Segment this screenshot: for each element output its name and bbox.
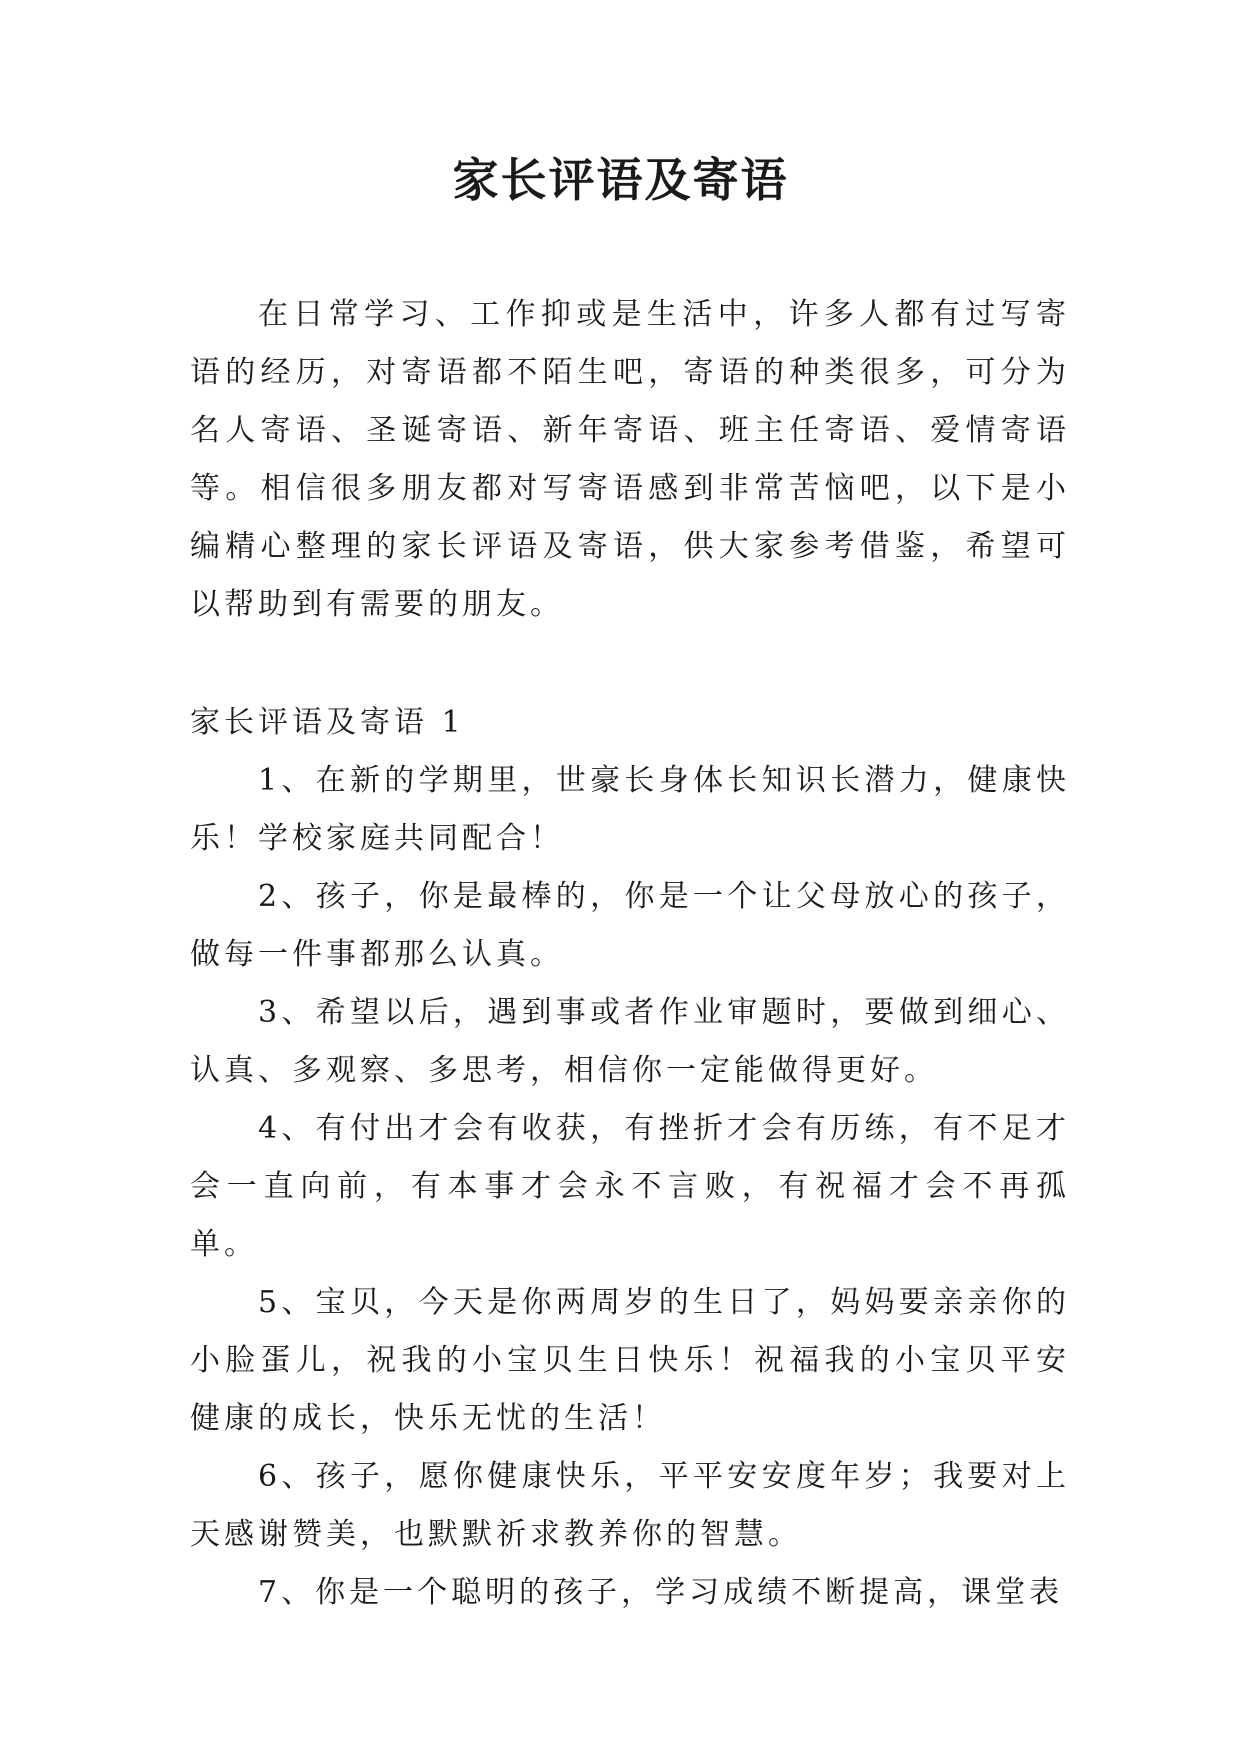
intro-paragraph: 在日常学习、工作抑或是生活中，许多人都有过写寄语的经历，对寄语都不陌生吧，寄语的种类很多，可分为名人寄语、圣诞寄语、新年寄语、班主任寄语、爱情寄语等。相信很多朋友都对写寄语感到非常苦恼吧，以下是小编精心整理的家长评语及寄语，供大家参考借鉴，希望可以帮助到有需要的朋友。	[190, 297, 1070, 622]
list-item: 4、有付出才会有收获，有挫折才会有历练，有不足才会一直向前，有本事才会永不言败，有祝福才会不再孤单。	[190, 1111, 1070, 1262]
list-item: 3、希望以后，遇到事或者作业审题时，要做到细心、认真、多观察、多思考，相信你一定能做得更好。	[190, 995, 1070, 1088]
list-item: 5、宝贝，今天是你两周岁的生日了，妈妈要亲亲你的小脸蛋儿，祝我的小宝贝生日快乐！祝福我的小宝贝平安健康的成长，快乐无忧的生活！	[190, 1285, 1070, 1436]
list-item: 1、在新的学期里，世豪长身体长知识长潜力，健康快乐！学校家庭共同配合！	[190, 763, 1070, 856]
document-title: 家长评语及寄语	[452, 153, 789, 207]
list-item: 6、孩子，愿你健康快乐，平平安安度年岁；我要对上天感谢赞美，也默默祈求教养你的智慧。	[190, 1459, 1070, 1552]
list-item: 2、孩子，你是最棒的，你是一个让父母放心的孩子，做每一件事都那么认真。	[190, 879, 1070, 972]
list-item: 7、你是一个聪明的孩子，学习成绩不断提高，课堂表	[258, 1575, 1064, 1610]
comment-list	[190, 752, 1070, 1622]
section-heading: 家长评语及寄语 1	[190, 705, 465, 740]
